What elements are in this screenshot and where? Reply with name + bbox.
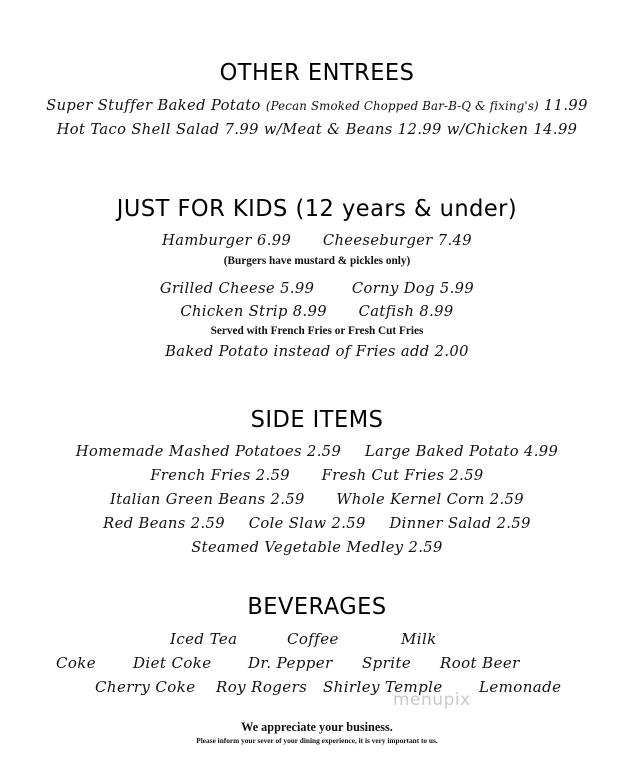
baked-potato-option: Baked Potato instead of Fries add 2.00 [165, 342, 469, 360]
corny-dog-item: Corny Dog 5.99 [351, 279, 475, 297]
kids-heading: JUST FOR KIDS (12 years & under) [116, 196, 518, 222]
red-beans-item: Red Beans 2.59 [103, 514, 225, 532]
sprite-item: Sprite [362, 654, 412, 672]
thanks-line: We appreciate your business. [241, 720, 393, 734]
shirley-temple-item: Shirley Temple [323, 678, 443, 696]
green-beans-item: Italian Green Beans 2.59 [110, 490, 305, 508]
beverages-heading: BEVERAGES [247, 594, 387, 620]
sides-row-4 [7, 514, 627, 532]
super-stuffer-name: Super Stuffer Baked Potato [46, 96, 261, 114]
kids-burgers-line [7, 231, 627, 249]
hamburger-item: Hamburger 6.99 [162, 231, 292, 249]
super-stuffer-line [7, 96, 627, 114]
lemonade-item: Lemonade [479, 678, 562, 696]
cheeseburger-item: Cheeseburger 7.49 [322, 231, 472, 249]
veg-medley-item: Steamed Vegetable Medley 2.59 [191, 538, 443, 556]
mashed-potatoes-item: Homemade Mashed Potatoes 2.59 [75, 442, 342, 460]
large-baked-potato-item: Large Baked Potato 4.99 [365, 442, 559, 460]
chicken-strip-item: Chicken Strip 8.99 [180, 302, 328, 320]
diet-coke-item: Diet Coke [133, 654, 212, 672]
other-entrees-heading: OTHER ENTREES [219, 60, 415, 86]
kids-row-2 [7, 279, 627, 297]
side-items-heading: SIDE ITEMS [250, 407, 384, 433]
cole-slaw-item: Cole Slaw 2.59 [248, 514, 366, 532]
grilled-cheese-item: Grilled Cheese 5.99 [159, 279, 315, 297]
sides-row-1 [7, 442, 627, 460]
coffee-item: Coffee [287, 630, 339, 648]
dinner-salad-item: Dinner Salad 2.59 [389, 514, 531, 532]
roy-rogers-item: Roy Rogers [216, 678, 308, 696]
coke-item: Coke [56, 654, 97, 672]
burger-note: (Burgers have mustard & pickles only) [223, 255, 411, 267]
corn-item: Whole Kernel Corn 2.59 [336, 490, 524, 508]
milk-item: Milk [401, 630, 437, 648]
inform-line: Please inform your sever of your dining experience, it is very important to us. [196, 736, 438, 745]
super-stuffer-price: 11.99 [543, 96, 588, 114]
root-beer-item: Root Beer [440, 654, 520, 672]
taco-salad-line: Hot Taco Shell Salad 7.99 w/Meat & Beans 12.99 w/Chicken 14.99 [56, 120, 578, 138]
fresh-cut-fries-item: Fresh Cut Fries 2.59 [321, 466, 484, 484]
kids-row-3 [7, 302, 627, 320]
catfish-item: Catfish 8.99 [358, 302, 454, 320]
menupix-watermark: menupix [393, 690, 471, 710]
cherry-coke-item: Cherry Coke [95, 678, 196, 696]
super-stuffer-note: (Pecan Smoked Chopped Bar-B-Q & fixing's) [265, 99, 539, 113]
iced-tea-item: Iced Tea [170, 630, 238, 648]
dr-pepper-item: Dr. Pepper [248, 654, 333, 672]
sides-row-2 [7, 466, 627, 484]
french-fries-item: French Fries 2.59 [150, 466, 291, 484]
fries-note: Served with French Fries or Fresh Cut Fries [210, 325, 424, 337]
sides-row-3 [7, 490, 627, 508]
